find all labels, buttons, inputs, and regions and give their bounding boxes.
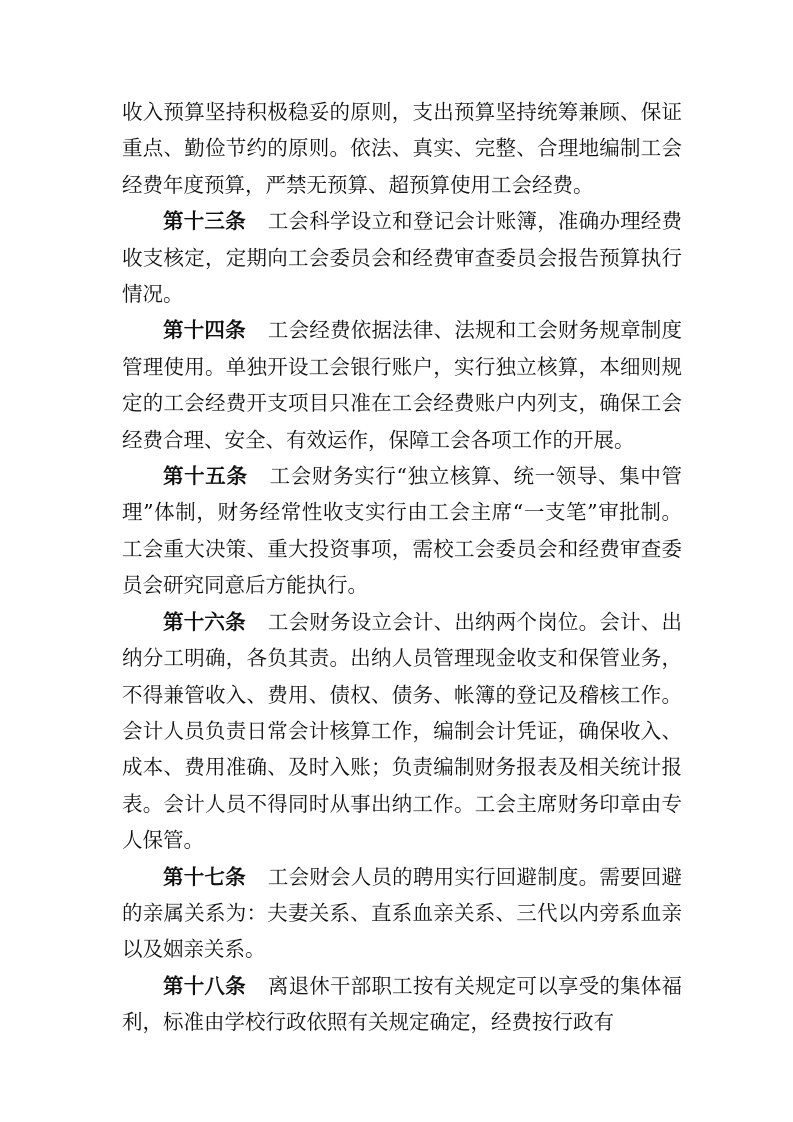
article-text: 工会经费依据法律、法规和工会财务规章制度管理使用。单独开设工会银行账户，实行独立核算，本细则规定的工会经费开支项目只准在工会经费账户内列支，确保工会经费合理、安全、有效运作，保障工会各项工作的开展。 [122,318,683,452]
paragraph-budget-principles [122,94,682,203]
article-18 [122,968,682,1041]
article-heading: 第十四条 [163,318,246,343]
article-heading: 第十七条 [163,864,246,889]
article-text: 工会财会人员的聘用实行回避制度。需要回避的亲属关系为：夫妻关系、直系血亲关系、三代以内旁系血亲以及姻亲关系。 [122,864,683,962]
article-13 [122,203,682,312]
article-heading: 第十八条 [163,973,246,998]
article-17 [122,859,682,968]
article-heading: 第十五条 [163,464,248,489]
article-16 [122,604,682,859]
document-page [122,94,682,1041]
article-text: 工会财务设立会计、出纳两个岗位。会计、出纳分工明确，各负其责。出纳人员管理现金收支和保管业务，不得兼管收入、费用、债权、债务、帐簿的登记及稽核工作。会计人员负责日常会计核算工作，编制会计凭证，确保收入、成本、费用准确、及时入账；负责编制财务报表及相关统计报表。会计人员不得同时从事出纳工作。工会主席财务印章由专人保管。 [122,609,683,853]
article-text: 离退休干部职工按有关规定可以享受的集体福利，标准由学校行政依照有关规定确定，经费按行政有 [122,973,683,1035]
paragraph-text: 收入预算坚持积极稳妥的原则，支出预算坚持统筹兼顾、保证重点、勤俭节约的原则。依法、真实、完整、合理地编制工会经费年度预算，严禁无预算、超预算使用工会经费。 [122,100,682,197]
article-heading: 第十六条 [163,609,246,634]
article-heading: 第十三条 [163,209,246,234]
article-text: 工会科学设立和登记会计账簿，准确办理经费收支核定，定期向工会委员会和经费审查委员会报告预算执行情况。 [122,209,683,307]
article-text: 工会财务实行“独立核算、统一领导、集中管理”体制，财务经常性收支实行由工会主席“一支笔”审批制。工会重大决策、重大投资事项，需校工会委员会和经费审查委员会研究同意后方能执行。 [122,464,683,598]
article-14 [122,312,682,458]
article-15 [122,458,682,604]
